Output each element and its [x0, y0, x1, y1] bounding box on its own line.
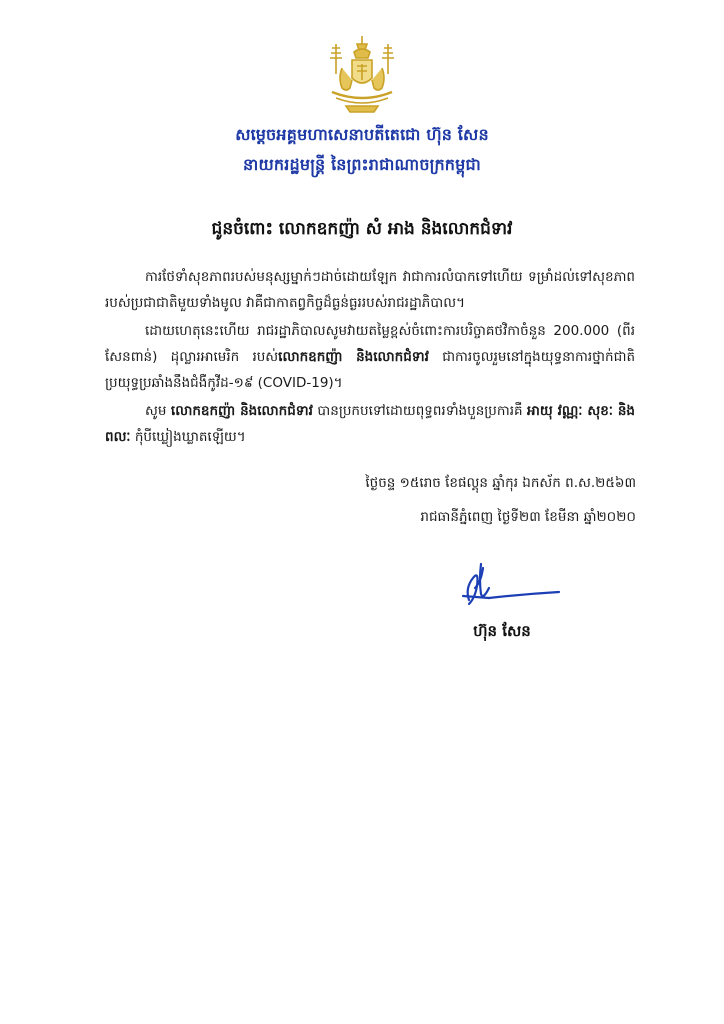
sender-title: សម្ដេចអគ្គមហាសេនាបតីតេជោ ហ៊ុន សែន — [235, 125, 489, 144]
paragraph-3 — [105, 398, 635, 450]
handwritten-signature — [455, 558, 565, 614]
signer-name: ហ៊ុន សែន — [473, 622, 531, 640]
paragraph-2-text-b: ជាការចូលរួមនៅក្នុងយុទ្ធនាការថ្នាក់ជាតិ ប្រយុទ្ធប្រឆាំងនឹងជំងឺកូវីដ-១៩ (COVID-19)។ — [105, 349, 636, 391]
paragraph-2 — [105, 318, 635, 396]
solar-date: រាជធានីភ្នំពេញ ថ្ងៃទី២៣ ខែមីនា ឆ្នាំ២០២០ — [420, 509, 636, 525]
paragraph-2-bold: លោកឧកញ៉ា និងលោកជំទាវ — [278, 349, 429, 365]
sender-office: នាយករដ្ឋមន្ត្រី នៃព្រះរាជាណាចក្រកម្ពុជា — [243, 155, 481, 174]
paragraph-3-text-b: បានប្រកបទៅដោយពុទ្ធពរទាំងបួនប្រការគឺ — [312, 403, 528, 419]
paragraph-2-text-a: ដោយហេតុនេះហើយ រាជរដ្ឋាភិបាលសូមវាយតម្លៃខ្ពស់ចំពោះការបរិច្ចាគថវិកាចំនួន 200.000 (ពីរសែនពាន់) ដុល្លារអាមេរិក របស់ — [105, 323, 635, 365]
paragraph-3-bold-1: លោកឧកញ៉ា និងលោកជំទាវ — [170, 403, 313, 419]
paragraph-1: ការថែទាំសុខភាពរបស់មនុស្សម្នាក់ៗដាច់ដោយឡែក វាជាការលំបាកទៅហើយ ទម្រាំដល់ទៅសុខភាពរបស់ប្រជាជាតិមួយទាំងមូល វាគឺជាកាតព្វកិច្ចដ៏ធ្ងន់ធ្ងររបស់រាជរដ្ឋាភិបាល។ — [105, 269, 635, 311]
paragraph-3-text-a: សូម — [145, 403, 171, 419]
recipient-heading: ជូនចំពោះ លោកឧកញ៉ា សំ អាង និងលោកជំទាវ — [211, 219, 513, 239]
lunar-date: ថ្ងៃចន្ទ ១៥រោច ខែផល្គុន ឆ្នាំកុរ ឯកស័ក ព.ស.២៥៦៣ — [365, 475, 636, 491]
royal-coat-of-arms-icon — [318, 34, 406, 114]
paragraph-3-bold-2: អាយុ វណ្ណៈ សុខៈ និង ពលៈ — [105, 403, 636, 445]
paragraph-3-text-c: កុំបីឃ្លៀងឃ្លាតឡើយ។ — [130, 429, 246, 445]
